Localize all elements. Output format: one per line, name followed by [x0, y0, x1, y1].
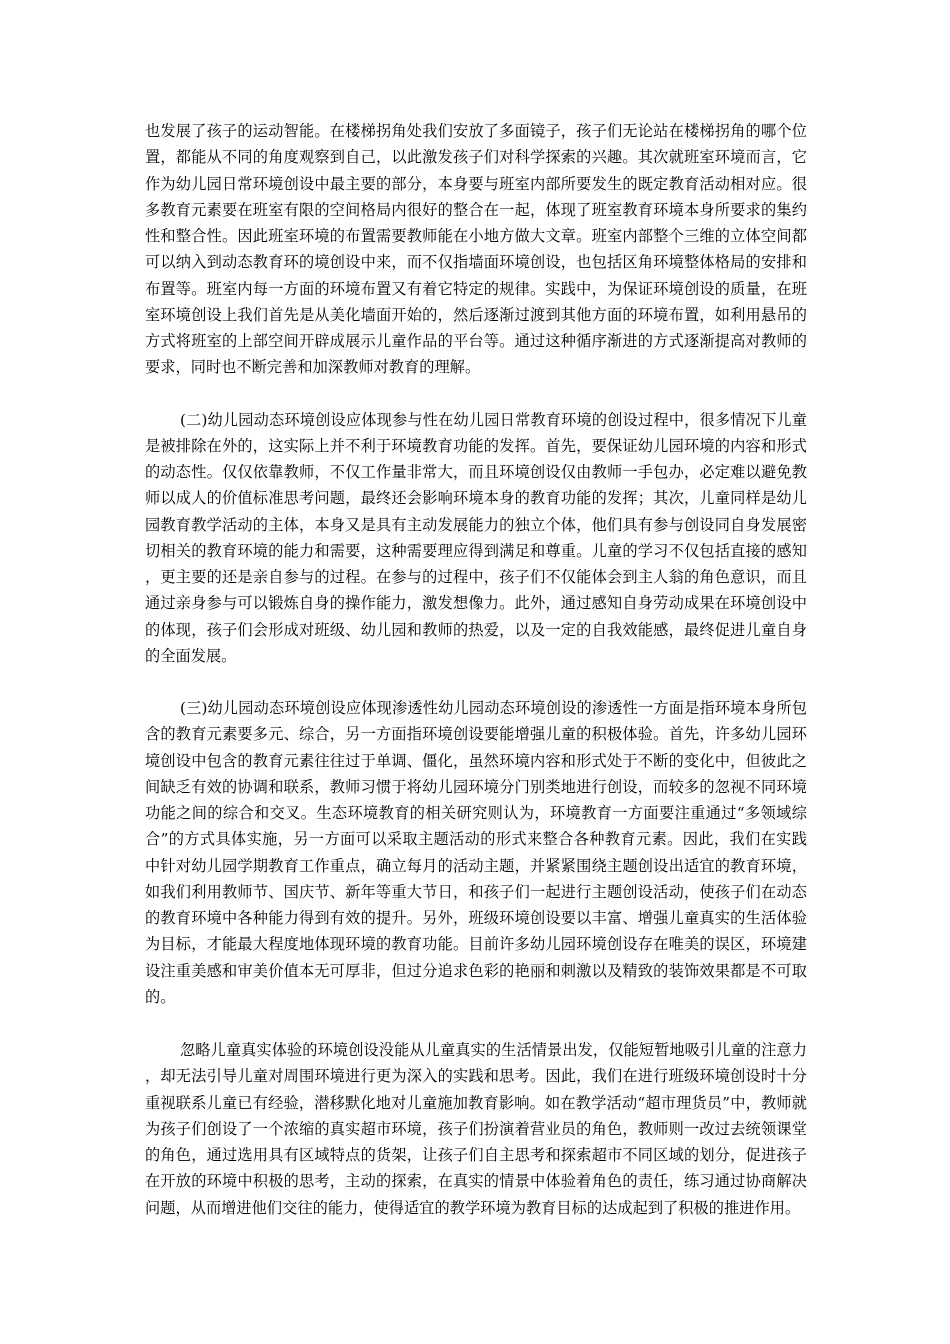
- paragraph-classroom-environment: 也发展了孩子的运动智能。在楼梯拐角处我们安放了多面镜子，孩子们无论站在楼梯拐角的哪个位置，都能从不同的角度观察到自己，以此激发孩子们对科学探索的兴趣。其次就班室环境而言，它作为幼儿园日常环境创设中最主要的部分，本身要与班室内部所要发生的既定教育活动相对应。很多教育元素要在班室有限的空间格局内很好的整合在一起，体现了班室教育环境本身所要求的集约性和整合性。因此班室环境的布置需要教师能在小地方做大文章。班室内部整个三维的立体空间都可以纳入到动态教育环的境创设中来，而不仅指墙面环境创设，也包括区角环境整体格局的安排和布置等。班室内每一方面的环境布置又有着它特定的规律。实践中，为保证环境创设的质量，在班室环境创设上我们首先是从美化墙面开始的，然后逐渐过渡到其他方面的环境布置，如利用悬吊的方式将班室的上部空间开辟成展示儿童作品的平台等。通过这种循序渐进的方式逐渐提高对教师的要求，同时也不断完善和加深教师对教育的理解。: [145, 122, 807, 377]
- paragraph-participation: (二)幼儿园动态环境创设应体现参与性在幼儿园日常教育环境的创设过程中，很多情况下儿童是被排除在外的，这实际上并不利于环境教育功能的发挥。首先，要保证幼儿园环境的内容和形式的动态性。仅仅依靠教师，不仅工作量非常大，而且环境创设仅由教师一手包办，必定难以避免教师以成人的价值标准思考问题，最终还会影响环境本身的教育功能的发挥；其次，儿童同样是幼儿园教育教学活动的主体，本身又是具有主动发展能力的独立个体，他们具有参与创设同自身发展密切相关的教育环境的能力和需要，这种需要理应得到满足和尊重。儿童的学习不仅包括直接的感知，更主要的还是亲自参与的过程。在参与的过程中，孩子们不仅能体会到主人翁的角色意识，而且通过亲身参与可以锻炼自身的操作能力，激发想像力。此外，通过感知自身劳动成果在环境创设中的体现，孩子们会形成对班级、幼儿园和教师的热爱，以及一定的自我效能感，最终促进儿童自身的全面发展。: [145, 410, 807, 665]
- paragraph-permeability: (三)幼儿园动态环境创设应体现渗透性幼儿园动态环境创设的渗透性一方面是指环境本身所包含的教育元素要多元、综合，另一方面指环境创设要能增强儿童的积极体验。首先，许多幼儿园环境创设中包含的教育元素往往过于单调、僵化，虽然环境内容和形式处于不断的变化中，但彼此之间缺乏有效的协调和联系，教师习惯于将幼儿园环境分门别类地进行创设，而较多的忽视不同环境功能之间的综合和交叉。生态环境教育的相关研究则认为，环境教育一方面要注重通过“多领域综合”的方式具体实施，另一方面可以采取主题活动的形式来整合各种教育元素。因此，我们在实践中针对幼儿园学期教育工作重点，确立每月的活动主题，并紧紧围绕主题创设出适宜的教育环境，如我们利用教师节、国庆节、新年等重大节日，和孩子们一起进行主题创设活动，使孩子们在动态的教育环境中各种能力得到有效的提升。另外，班级环境创设要以丰富、增强儿童真实的生活体验为目标，才能最大程度地体现环境的教育功能。目前许多幼儿园环境创设存在唯美的误区，环境建设注重美感和审美价值本无可厚非，但过分追求色彩的艳丽和刺激以及精致的装饰效果都是不可取的。: [145, 699, 807, 1006]
- document-body: [145, 118, 807, 1221]
- paragraph-spacer: [145, 1010, 807, 1037]
- paragraph-spacer: [145, 381, 807, 407]
- paragraph-real-experience: 忽略儿童真实体验的环境创设没能从儿童真实的生活情景出发，仅能短暂地吸引儿童的注意力，却无法引导儿童对周围环境进行更为深入的实践和思考。因此，我们在进行班级环境创设时十分重视联系儿童已有经验，潜移默化地对儿童施加教育影响。如在教学活动“超市理货员”中，教师就为孩子们创设了一个浓缩的真实超市环境，孩子们扮演着营业员的角色，教师则一改过去统领课堂的角色，通过选用具有区域特点的货架，让孩子们自主思考和探索超市不同区域的划分，促进孩子在开放的环境中积极的思考，主动的探索，在真实的情景中体验着角色的责任，练习通过协商解决问题，从而增进他们交往的能力，使得适宜的教学环境为教育目标的达成起到了积极的推进作用。: [145, 1041, 807, 1217]
- paragraph-spacer: [145, 669, 807, 695]
